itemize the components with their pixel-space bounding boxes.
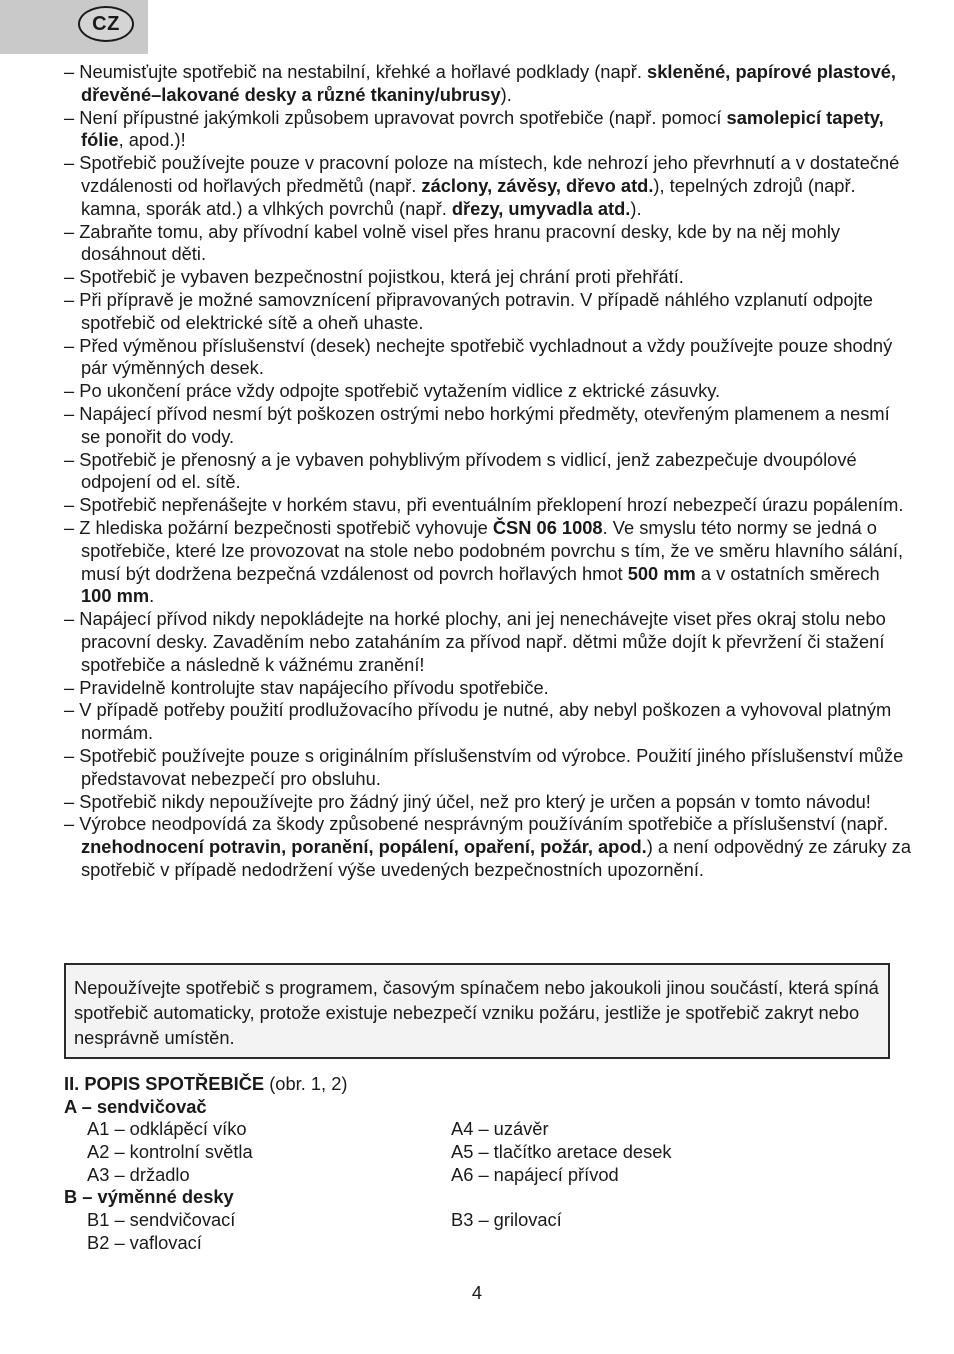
part-b-row (64, 1209, 914, 1232)
section-title-figure-ref: (obr. 1, 2) (264, 1073, 348, 1094)
warning-emphasis: samolepicí tapety, fólie (81, 106, 884, 151)
warning-text: V případě potřeby použití prodlužovacího přívodu je nutné, aby nebyl poškozen a vyhovoval platným normám. (79, 699, 892, 744)
warning-item (64, 221, 914, 267)
appliance-description (64, 1073, 914, 1255)
warning-text: Při přípravě je možné samovznícení připravovaných potravin. V případě náhlého vzplanutí odpojte spotřebič od elektrické sítě a oheň uhaste. (79, 288, 873, 333)
warning-text: Spotřebič je vybaven bezpečnostní pojistkou, která jej chrání proti přehřátí. (79, 266, 684, 288)
part-a-item: A6 – napájecí přívod (451, 1163, 619, 1185)
warning-text: Napájecí přívod nikdy nepokládejte na horké plochy, ani jej nenechávejte viset přes okraj stolu nebo pracovní desky. Zavaděním nebo zataháním za přívod např. dětmi může dojít k převržení či stažení spotřebiče a následně k vážnému zranění! (79, 608, 886, 675)
part-a-item: A1 – odklápěcí víko (87, 1118, 247, 1140)
warning-text: ) a není odpovědný ze záruky za spotřebič v případě nedodržení výše uvedených bezpečnostních upozornění. (81, 836, 911, 880)
warning-item (64, 152, 914, 220)
part-a-item: A5 – tlačítko aretace desek (451, 1141, 672, 1163)
warning-item (64, 608, 914, 676)
warning-item (64, 107, 914, 153)
warning-item (64, 745, 914, 791)
group-a-parts (64, 1118, 914, 1186)
warning-item (64, 61, 914, 107)
warning-emphasis: záclony, závěsy, dřevo atd. (421, 174, 654, 196)
warning-emphasis: 500 mm (627, 562, 696, 584)
warning-emphasis: skleněné, papírové plastové, dřevěné–lakované desky a různé tkaniny/ubrusy (81, 61, 896, 105)
warning-text: Neumisťujte spotřebič na nestabilní, křehké a hořlavé podklady (např. (79, 61, 648, 82)
group-b-heading: B – výměnné desky (64, 1186, 234, 1208)
warning-text: a v ostatních směrech (695, 562, 880, 584)
automatic-switching-notice: Nepoužívejte spotřebič s programem, časovým spínačem nebo jakoukoli jinou součástí, která spíná spotřebič automaticky, protože existuje nebezpečí vzniku požáru, jestliže je spotřebič zakryt nebo nesprávně umístěn. (64, 963, 890, 1059)
part-a-row (64, 1164, 914, 1187)
part-a-row (64, 1141, 914, 1164)
warning-item (64, 699, 914, 745)
part-a-item: A2 – kontrolní světla (87, 1141, 253, 1163)
section-title (64, 1073, 914, 1096)
warning-text: Zabraňte tomu, aby přívodní kabel volně visel přes hranu pracovní desky, kde by na něj mohly dosáhnout děti. (79, 220, 841, 265)
warning-emphasis: dřezy, umyvadla atd. (451, 197, 631, 219)
part-b-row (64, 1232, 914, 1255)
warning-text: . (149, 585, 155, 607)
warning-text: ), tepelných zdrojů (např. kamna, sporák atd.) a vlhkých povrchů (např. (81, 174, 856, 219)
warning-item (64, 403, 914, 449)
warning-emphasis: 100 mm (81, 585, 150, 607)
part-a-row (64, 1118, 914, 1141)
safety-warnings-list (64, 61, 914, 882)
language-badge: CZ (78, 6, 134, 42)
part-a-item: A4 – uzávěr (451, 1118, 549, 1140)
warning-text: . Ve smyslu této normy se jedná o spotřebiče, které lze provozovat na stole nebo podobném povrchu s tím, že ve směru hlavního sálání, musí být dodržena bezpečná vzdálenost od povrch hořlavých hmot (81, 516, 904, 584)
warning-text: Spotřebič nepřenášejte v horkém stavu, při eventuálním překlopení hrozí nebezpečí úrazu popálením. (79, 494, 904, 516)
part-b-item: B1 – sendvičovací (87, 1209, 236, 1231)
warning-item (64, 517, 914, 608)
warning-item (64, 494, 914, 517)
language-tab (0, 0, 148, 54)
warning-item (64, 380, 914, 403)
warning-text: Napájecí přívod nesmí být poškozen ostrými nebo horkými předměty, otevřeným plamenem a nesmí se ponořit do vody. (79, 402, 890, 447)
warning-text: ). (630, 197, 642, 219)
warning-item (64, 266, 914, 289)
warning-item (64, 449, 914, 495)
group-b-parts (64, 1209, 914, 1254)
warning-text: ). (500, 83, 512, 105)
warning-text: Spotřebič používejte pouze s originálním příslušenstvím od výrobce. Použití jiného příslušenství může představovat nebezpečí pro obsluhu. (79, 744, 904, 789)
warning-text: Po ukončení práce vždy odpojte spotřebič vytažením vidlice z ektrické zásuvky. (79, 380, 721, 402)
warning-item (64, 335, 914, 381)
part-b-item: B2 – vaflovací (87, 1231, 202, 1253)
warning-item (64, 289, 914, 335)
page-number: 4 (471, 1282, 483, 1303)
warning-text: Pravidelně kontrolujte stav napájecího přívodu spotřebiče. (79, 676, 549, 698)
warning-text: , apod.)! (118, 129, 186, 151)
warning-emphasis: znehodnocení potravin, poranění, popálení, opaření, požár, apod. (81, 836, 647, 858)
warning-text: Spotřebič je přenosný a je vybaven pohyblivým přívodem s vidlicí, jenž zabezpečuje dvoupólové odpojení od el. sítě. (79, 448, 857, 493)
warning-item (64, 677, 914, 700)
part-a-item: A3 – držadlo (87, 1163, 190, 1185)
warning-text: Před výměnou příslušenství (desek) nechejte spotřebič vychladnout a vždy používejte pouze shodný pár výměnných desek. (79, 334, 893, 379)
part-b-item: B3 – grilovací (451, 1209, 562, 1231)
warning-item (64, 813, 914, 881)
warning-text: Spotřebič používejte pouze v pracovní poloze na místech, kde nehrozí jeho převrhnutí a v dostatečné vzdálenosti od hořlavých předmětů (např. (79, 152, 900, 196)
warning-text: Spotřebič nikdy nepoužívejte pro žádný jiný účel, než pro který je určen a popsán v tomto návodu! (79, 790, 871, 812)
warning-emphasis: ČSN 06 1008 (492, 516, 603, 538)
warning-text: Výrobce neodpovídá za škody způsobené nesprávným používáním spotřebiče a příslušenství (např. (79, 813, 889, 835)
warning-item (64, 791, 914, 814)
section-title-text: II. POPIS SPOTŘEBIČE (64, 1073, 265, 1094)
warning-text: Není přípustné jakýmkoli způsobem upravovat povrch spotřebiče (např. pomocí (79, 106, 727, 128)
warning-text: Z hlediska požární bezpečnosti spotřebič vyhovuje (79, 516, 493, 538)
group-a-heading: A – sendvičovač (64, 1095, 207, 1117)
